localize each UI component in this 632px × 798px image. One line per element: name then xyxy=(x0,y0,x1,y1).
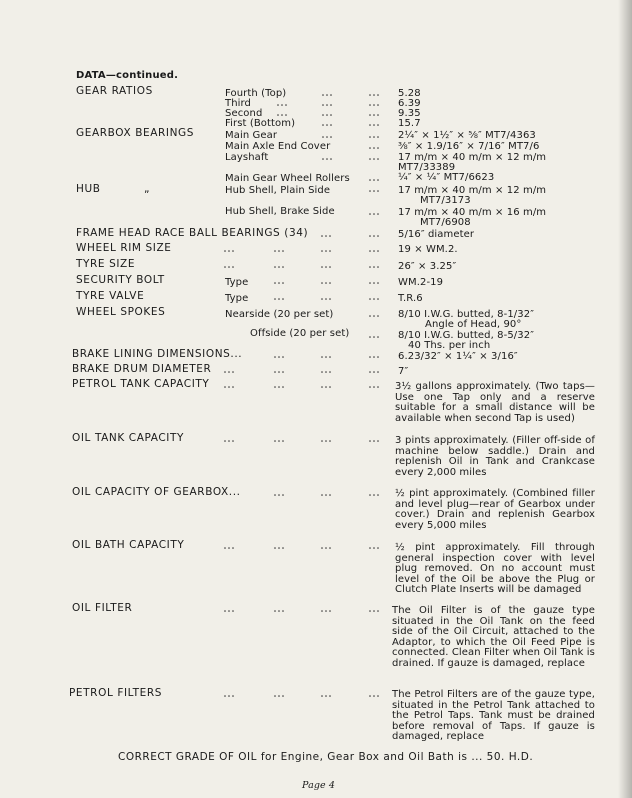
spec-spokes-nearside: 8/10 I.W.G. butted, 8-1/32″ xyxy=(398,309,535,320)
leader-dot xyxy=(373,494,375,496)
label-hub: HUB xyxy=(76,183,101,195)
type-tyre-valve: Type xyxy=(225,293,249,304)
leader-dot xyxy=(373,94,375,96)
leader-dot xyxy=(228,610,230,612)
val-frame-head: 5/16″ diameter xyxy=(398,229,475,240)
leader-dot xyxy=(377,386,379,388)
leader-dot xyxy=(274,250,276,252)
spec-main-gear: 2¼″ × 1½″ × ⅝″ MT7/4363 xyxy=(398,130,536,141)
label-petrol-tank: PETROL TANK CAPACITY xyxy=(72,378,210,390)
ratio-third: 6.39 xyxy=(398,98,421,109)
hub-plain-side: Hub Shell, Plain Side xyxy=(225,185,331,196)
leader-dot xyxy=(224,610,226,612)
leader-dot xyxy=(377,179,379,181)
label-tyre-valve: TYRE VALVE xyxy=(76,290,145,302)
leader-dot xyxy=(326,124,328,126)
leader-dot xyxy=(369,386,371,388)
leader-dot xyxy=(373,179,375,181)
label-wheel-spokes: WHEEL SPOKES xyxy=(76,306,166,318)
leader-dot xyxy=(369,695,371,697)
leader-dot xyxy=(224,371,226,373)
val-wheel-rim: 19 × WM.2. xyxy=(398,244,458,255)
leader-dot xyxy=(274,386,276,388)
leader-dot xyxy=(369,158,371,160)
ratio-fourth: 5.28 xyxy=(398,88,421,99)
leader-dot xyxy=(373,440,375,442)
leader-dot xyxy=(278,695,280,697)
bearing-wheel-rollers: Main Gear Wheel Rollers xyxy=(225,173,350,184)
leader-dot xyxy=(232,371,234,373)
leader-dot xyxy=(281,104,283,106)
leader-dot xyxy=(369,124,371,126)
leader-dot xyxy=(228,386,230,388)
leader-dot xyxy=(373,114,375,116)
leader-dot xyxy=(278,610,280,612)
leader-dot xyxy=(274,494,276,496)
leader-dot xyxy=(321,282,323,284)
val-oil-bath: ½ pint approximately. Fill through general inspection cover with level plug removed. On no account must level of the Oil be above the Plug or Clutch Plate Inserts will be damaged xyxy=(395,542,595,595)
leader-dot xyxy=(325,494,327,496)
leader-dot xyxy=(325,356,327,358)
spec-hub-plain: 17 m/m × 40 m/m × 12 m/m xyxy=(398,185,547,196)
leader-dot xyxy=(369,94,371,96)
leader-dot xyxy=(377,124,379,126)
leader-dot xyxy=(321,266,323,268)
val-brake-drum: 7″ xyxy=(398,366,409,377)
leader-dot xyxy=(278,386,280,388)
leader-dot xyxy=(373,147,375,149)
leader-dot xyxy=(329,547,331,549)
leader-dot xyxy=(224,695,226,697)
val-oil-gearbox: ½ pint approximately. (Combined filler and level plug—rear of Gearbox under cover.) Drain and replenish Gearbox every 5,000 miles xyxy=(395,488,595,531)
leader-dot xyxy=(232,695,234,697)
leader-dot xyxy=(373,190,375,192)
page-number: Page 4 xyxy=(302,780,335,791)
val-petrol-filters: The Petrol Filters are of the gauze type, situated in the Petrol Tank attached to the Petrol Taps. Tank must be drained before removal of Taps. If gauze is damaged, replace xyxy=(392,689,595,742)
leader-dot xyxy=(282,610,284,612)
leader-dot xyxy=(369,104,371,106)
leader-dot xyxy=(278,440,280,442)
leader-dot xyxy=(373,610,375,612)
leader-dot xyxy=(274,547,276,549)
footer-oil-grade: CORRECT GRADE OF OIL for Engine, Gear Box and Oil Bath is ... 50. H.D. xyxy=(118,751,534,763)
leader-dot xyxy=(224,266,226,268)
leader-dot xyxy=(277,114,279,116)
leader-dot xyxy=(377,695,379,697)
leader-dot xyxy=(369,315,371,317)
leader-dot xyxy=(377,147,379,149)
leader-dot xyxy=(377,104,379,106)
gear-fourth: Fourth (Top) xyxy=(225,88,287,99)
leader-dot xyxy=(274,356,276,358)
leader-dot xyxy=(373,371,375,373)
leader-dot xyxy=(377,282,379,284)
leader-dot xyxy=(377,494,379,496)
spec-ths-per-inch: 40 Ths. per inch xyxy=(408,340,491,351)
bearing-main-gear: Main Gear xyxy=(225,130,278,141)
ditto-mark: „ xyxy=(144,183,151,195)
type-security-bolt: Type xyxy=(225,277,249,288)
leader-dot xyxy=(321,440,323,442)
leader-dot xyxy=(329,440,331,442)
leader-dot xyxy=(377,158,379,160)
spec-layshaft: 17 m/m × 40 m/m × 12 m/m xyxy=(398,152,547,163)
label-oil-tank: OIL TANK CAPACITY xyxy=(72,432,185,444)
leader-dot xyxy=(369,235,371,237)
leader-dot xyxy=(369,547,371,549)
leader-dot xyxy=(329,298,331,300)
leader-dot xyxy=(330,124,332,126)
leader-dot xyxy=(282,250,284,252)
leader-dot xyxy=(278,298,280,300)
leader-dot xyxy=(321,235,323,237)
leader-dot xyxy=(369,114,371,116)
leader-dot xyxy=(373,336,375,338)
leader-dot xyxy=(377,371,379,373)
spec-spokes-offside: 8/10 I.W.G. butted, 8-5/32″ xyxy=(398,330,535,341)
leader-dot xyxy=(224,547,226,549)
leader-dot xyxy=(329,695,331,697)
spec-wheel-rollers: ¼″ × ¼″ MT7/6623 xyxy=(398,172,495,183)
leader-dot xyxy=(369,147,371,149)
leader-dot xyxy=(224,440,226,442)
val-tyre-valve: T.R.6 xyxy=(398,293,423,304)
leader-dot xyxy=(373,282,375,284)
leader-dot xyxy=(282,371,284,373)
leader-dot xyxy=(281,114,283,116)
leader-dot xyxy=(325,250,327,252)
leader-dot xyxy=(330,136,332,138)
leader-dot xyxy=(232,266,234,268)
leader-dot xyxy=(330,114,332,116)
val-oil-tank: 3 pints approximately. (Filler off-side of machine below saddle.) Drain and replenish Oil in Tank and Crankcase every 2,000 miles xyxy=(395,435,595,478)
leader-dot xyxy=(278,282,280,284)
leader-dot xyxy=(321,547,323,549)
leader-dot xyxy=(377,250,379,252)
leader-dot xyxy=(326,94,328,96)
leader-dot xyxy=(274,298,276,300)
leader-dot xyxy=(325,547,327,549)
section-header: DATA—continued. xyxy=(76,70,179,81)
leader-dot xyxy=(369,250,371,252)
gear-first: First (Bottom) xyxy=(225,118,296,129)
leader-dot xyxy=(373,266,375,268)
leader-dot xyxy=(330,104,332,106)
leader-dot xyxy=(321,371,323,373)
leader-dot xyxy=(377,114,379,116)
label-brake-drum: BRAKE DRUM DIAMETER xyxy=(72,363,212,375)
leader-dot xyxy=(282,282,284,284)
leader-dot xyxy=(326,136,328,138)
leader-dot xyxy=(282,547,284,549)
leader-dot xyxy=(325,386,327,388)
leader-dot xyxy=(224,250,226,252)
leader-dot xyxy=(232,547,234,549)
leader-dot xyxy=(330,94,332,96)
leader-dot xyxy=(377,213,379,215)
leader-dot xyxy=(377,315,379,317)
leader-dot xyxy=(329,266,331,268)
label-oil-bath: OIL BATH CAPACITY xyxy=(72,539,185,551)
ratio-first: 15.7 xyxy=(398,118,421,129)
leader-dot xyxy=(322,114,324,116)
leader-dot xyxy=(274,695,276,697)
leader-dot xyxy=(325,235,327,237)
leader-dot xyxy=(369,371,371,373)
leader-dot xyxy=(369,298,371,300)
leader-dot xyxy=(369,213,371,215)
leader-dot xyxy=(377,94,379,96)
leader-dot xyxy=(325,371,327,373)
leader-dot xyxy=(321,298,323,300)
leader-dot xyxy=(228,695,230,697)
leader-dot xyxy=(373,235,375,237)
leader-dot xyxy=(373,213,375,215)
leader-dot xyxy=(232,440,234,442)
page-edge-shadow xyxy=(618,0,632,798)
leader-dot xyxy=(224,386,226,388)
leader-dot xyxy=(377,190,379,192)
leader-dot xyxy=(274,282,276,284)
leader-dot xyxy=(377,440,379,442)
leader-dot xyxy=(369,356,371,358)
leader-dot xyxy=(329,235,331,237)
leader-dot xyxy=(232,386,234,388)
ratio-second: 9.35 xyxy=(398,108,421,119)
leader-dot xyxy=(373,695,375,697)
label-oil-gearbox: OIL CAPACITY OF GEARBOX... xyxy=(72,486,241,498)
spec-axle-cover: ⅜″ × 1.9/16″ × 7/16″ MT7/6 xyxy=(398,141,540,152)
leader-dot xyxy=(373,386,375,388)
label-security-bolt: SECURITY BOLT xyxy=(76,274,165,286)
leader-dot xyxy=(373,250,375,252)
leader-dot xyxy=(282,494,284,496)
leader-dot xyxy=(377,136,379,138)
leader-dot xyxy=(373,136,375,138)
leader-dot xyxy=(282,386,284,388)
leader-dot xyxy=(329,386,331,388)
val-brake-lining: 6.23/32″ × 1¼″ × 3/16″ xyxy=(398,351,518,362)
leader-dot xyxy=(326,104,328,106)
leader-dot xyxy=(373,547,375,549)
leader-dot xyxy=(278,356,280,358)
leader-dot xyxy=(278,371,280,373)
leader-dot xyxy=(329,371,331,373)
leader-dot xyxy=(274,440,276,442)
leader-dot xyxy=(369,190,371,192)
spokes-nearside: Nearside (20 per set) xyxy=(225,309,334,320)
leader-dot xyxy=(282,695,284,697)
label-gear-ratios: GEAR RATIOS xyxy=(76,85,153,97)
leader-dot xyxy=(228,547,230,549)
label-oil-filter: OIL FILTER xyxy=(72,602,133,614)
val-oil-filter: The Oil Filter is of the gauze type situated in the Oil Tank on the feed side of the Oil Circuit, attached to the Adaptor, to which the Oil Feed Pipe is connected. Clean Filter when Oil Tank is drained. If gauze is damaged, replace xyxy=(392,605,595,669)
leader-dot xyxy=(232,250,234,252)
leader-dot xyxy=(325,610,327,612)
leader-dot xyxy=(321,494,323,496)
label-tyre-size: TYRE SIZE xyxy=(76,258,136,270)
leader-dot xyxy=(377,547,379,549)
leader-dot xyxy=(322,158,324,160)
leader-dot xyxy=(228,371,230,373)
leader-dot xyxy=(373,298,375,300)
leader-dot xyxy=(282,266,284,268)
leader-dot xyxy=(274,610,276,612)
leader-dot xyxy=(369,282,371,284)
leader-dot xyxy=(282,356,284,358)
leader-dot xyxy=(325,695,327,697)
leader-dot xyxy=(278,250,280,252)
leader-dot xyxy=(325,266,327,268)
leader-dot xyxy=(321,356,323,358)
val-security-bolt: WM.2-19 xyxy=(398,277,444,288)
leader-dot xyxy=(277,104,279,106)
leader-dot xyxy=(321,695,323,697)
leader-dot xyxy=(228,250,230,252)
spec-hub-plain-part: MT7/3173 xyxy=(420,195,471,206)
label-brake-lining: BRAKE LINING DIMENSIONS... xyxy=(72,348,243,360)
spec-hub-brake-part: MT7/6908 xyxy=(420,217,471,228)
leader-dot xyxy=(322,104,324,106)
leader-dot xyxy=(373,124,375,126)
leader-dot xyxy=(329,356,331,358)
leader-dot xyxy=(228,440,230,442)
leader-dot xyxy=(282,298,284,300)
leader-dot xyxy=(329,610,331,612)
leader-dot xyxy=(369,610,371,612)
leader-dot xyxy=(321,250,323,252)
gear-third: Third xyxy=(225,98,252,109)
bearing-layshaft: Layshaft xyxy=(225,152,269,163)
spec-angle-of-head: Angle of Head, 90° xyxy=(425,319,522,330)
spec-hub-brake: 17 m/m × 40 m/m × 16 m/m xyxy=(398,207,547,218)
label-frame-head: FRAME HEAD RACE BALL BEARINGS (34) xyxy=(76,227,309,239)
leader-dot xyxy=(377,356,379,358)
leader-dot xyxy=(329,250,331,252)
leader-dot xyxy=(325,440,327,442)
leader-dot xyxy=(329,282,331,284)
leader-dot xyxy=(274,371,276,373)
leader-dot xyxy=(321,610,323,612)
leader-dot xyxy=(330,158,332,160)
leader-dot xyxy=(278,266,280,268)
leader-dot xyxy=(369,440,371,442)
gear-second: Second xyxy=(225,108,263,119)
leader-dot xyxy=(373,104,375,106)
hub-brake-side: Hub Shell, Brake Side xyxy=(225,206,335,217)
leader-dot xyxy=(373,356,375,358)
leader-dot xyxy=(278,494,280,496)
leader-dot xyxy=(325,298,327,300)
leader-dot xyxy=(377,610,379,612)
leader-dot xyxy=(373,158,375,160)
val-petrol-tank: 3½ gallons approximately. (Two taps—Use one Tap only and a reserve suitable for a small distance will be available when second Tap is used) xyxy=(395,381,595,424)
label-gearbox-bearings: GEARBOX BEARINGS xyxy=(76,127,195,139)
spec-layshaft-part: MT7/33389 xyxy=(398,162,456,173)
leader-dot xyxy=(278,547,280,549)
leader-dot xyxy=(377,266,379,268)
leader-dot xyxy=(285,104,287,106)
leader-dot xyxy=(326,158,328,160)
leader-dot xyxy=(322,124,324,126)
label-wheel-rim: WHEEL RIM SIZE xyxy=(76,242,172,254)
leader-dot xyxy=(377,235,379,237)
leader-dot xyxy=(369,494,371,496)
leader-dot xyxy=(329,494,331,496)
leader-dot xyxy=(377,298,379,300)
val-tyre-size: 26″ × 3.25″ xyxy=(398,261,457,272)
leader-dot xyxy=(377,336,379,338)
bearing-axle-cover: Main Axle End Cover xyxy=(225,141,331,152)
label-petrol-filters: PETROL FILTERS xyxy=(69,687,163,699)
leader-dot xyxy=(321,386,323,388)
leader-dot xyxy=(373,315,375,317)
leader-dot xyxy=(369,266,371,268)
spokes-offside: Offside (20 per set) xyxy=(250,328,350,339)
leader-dot xyxy=(369,136,371,138)
leader-dot xyxy=(232,610,234,612)
leader-dot xyxy=(322,94,324,96)
leader-dot xyxy=(282,440,284,442)
leader-dot xyxy=(228,266,230,268)
leader-dot xyxy=(369,336,371,338)
leader-dot xyxy=(322,136,324,138)
leader-dot xyxy=(325,282,327,284)
leader-dot xyxy=(274,266,276,268)
leader-dot xyxy=(326,114,328,116)
leader-dot xyxy=(369,179,371,181)
leader-dot xyxy=(285,114,287,116)
